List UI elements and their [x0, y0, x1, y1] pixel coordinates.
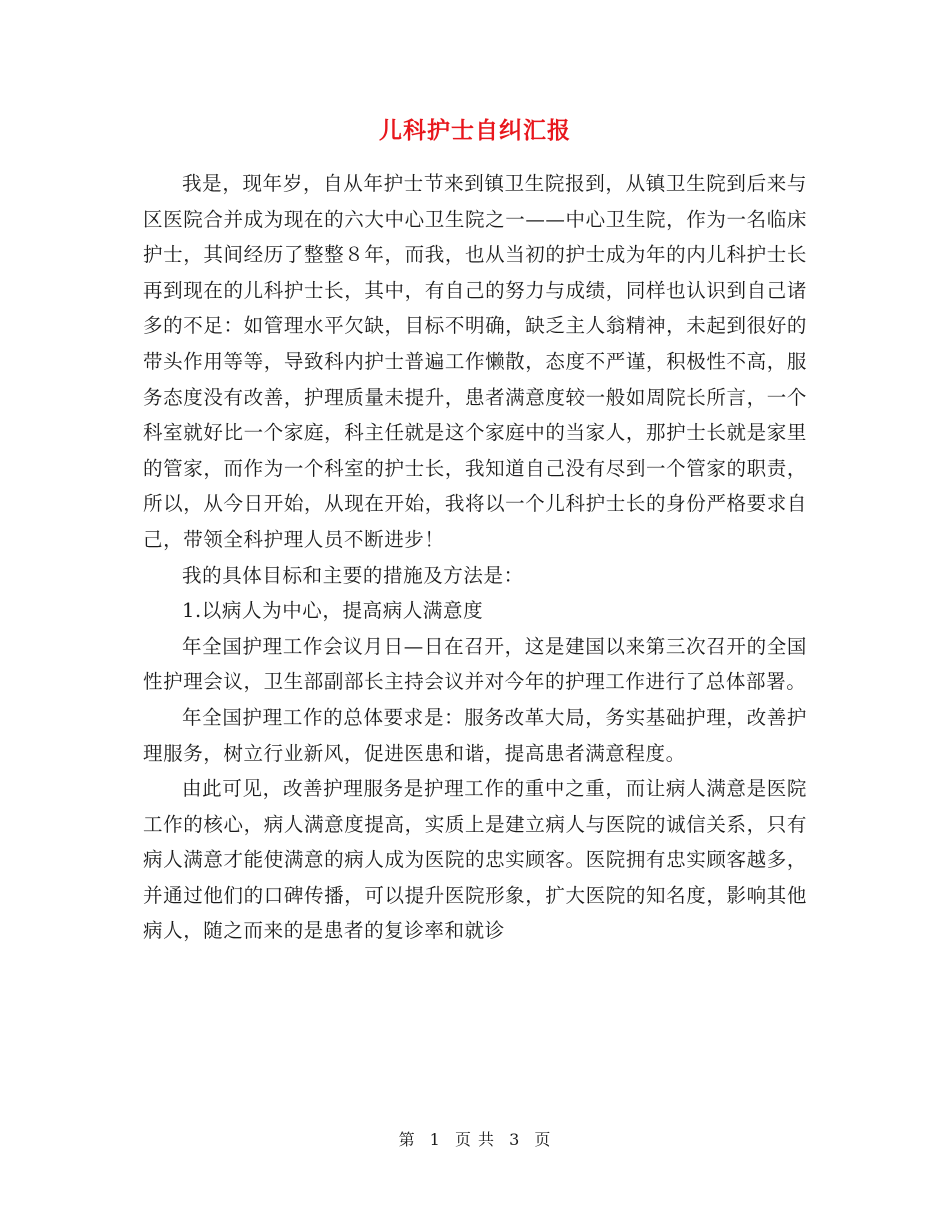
page-footer [0, 1127, 950, 1150]
footer-current-page: 1 [429, 1130, 441, 1149]
footer-total-pages: 3 [509, 1130, 521, 1149]
footer-middle: 页 共 [454, 1130, 496, 1149]
paragraph-overall-requirements: 年全国护理工作的总体要求是：服务改革大局，务实基础护理，改善护理服务，树立行业新风，促进医患和谐，提高患者满意程度。 [143, 705, 807, 765]
document-body [143, 166, 807, 949]
footer-prefix: 第 [398, 1130, 416, 1149]
document-title: 儿科护士自纠汇报 [379, 117, 571, 144]
footer-suffix: 页 [534, 1130, 552, 1149]
paragraph-goals-heading: 我的具体目标和主要的措施及方法是： [182, 563, 524, 587]
paragraph-intro: 我是，现年岁，自从年护士节来到镇卫生院报到，从镇卫生院到后来与区医院合并成为现在的六大中心卫生院之一——中心卫生院，作为一名临床护士，其间经历了整整８年，而我，也从当初的护士成为年的内儿科护士长再到现在的儿科护士长，其中，有自己的努力与成绩，同样也认识到自己诸多的不足：如管理水平欠缺，目标不明确，缺乏主人翁精神，未起到很好的带头作用等等，导致科内护士普遍工作懒散，态度不严谨，积极性不高，服务态度没有改善，护理质量未提升，患者满意度较一般如周院长所言，一个科室就好比一个家庭，科主任就是这个家庭中的当家人，那护士长就是家里的管家，而作为一个科室的护士长，我知道自己没有尽到一个管家的职责，所以，从今日开始，从现在开始，我将以一个儿科护士长的身份严格要求自己，带领全科护理人员不断进步！ [143, 172, 807, 551]
section-heading-patient-centered: 1.以病人为中心，提高病人满意度 [182, 599, 484, 623]
paragraph-service-improvement: 由此可见，改善护理服务是护理工作的重中之重，而让病人满意是医院工作的核心，病人满意度提高，实质上是建立病人与医院的诚信关系，只有病人满意才能使满意的病人成为医院的忠实顾客。医院拥有忠实顾客越多，并通过他们的口碑传播，可以提升医院形象，扩大医院的知名度，影响其他病人，随之而来的是患者的复诊率和就诊 [143, 777, 807, 943]
paragraph-national-meeting: 年全国护理工作会议月日—日在召开，这是建国以来第三次召开的全国性护理会议，卫生部副部长主持会议并对今年的护理工作进行了总体部署。 [143, 634, 807, 694]
